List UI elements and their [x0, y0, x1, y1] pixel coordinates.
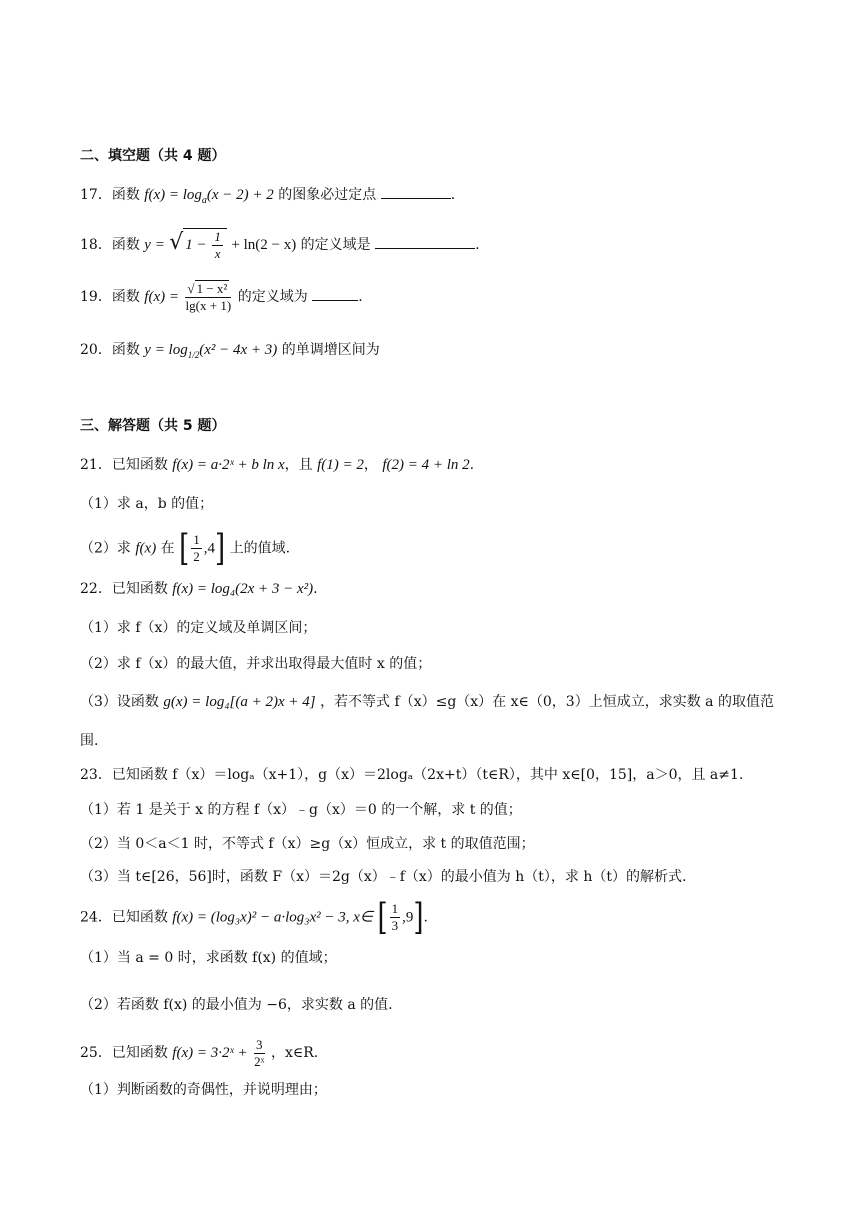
section-heading-fill-in: 二、填空题（共 4 题） [80, 148, 226, 164]
answer-blank[interactable] [312, 286, 358, 301]
q24-part-2: （2）若函数 f(x) 的最小值为 −6，求实数 a 的值. [80, 997, 393, 1013]
q25-part-1: （1）判断函数的奇偶性，并说明理由； [80, 1082, 327, 1098]
q18-radical: 1 − $\frac{1}{x}$ [183, 228, 227, 262]
question-22: 22．已知函数 f(x) = log₄(2x + 3 − x²). [80, 581, 318, 597]
q18-log-term: + ln(2 − x) [231, 237, 297, 253]
question-25: 25．已知函数 f(x) = 3·2ˣ + $\frac{3}{\text{2ˣ}}$ ，x∈R. [80, 1036, 319, 1069]
q21-part-1: （1）求 a，b 的值； [80, 496, 214, 512]
q23-part-1: （1）若 1 是关于 x 的方程 f（x）﹣g（x）＝0 的一个解，求 t 的值； [80, 802, 522, 818]
q20-prefix: 20．函数 [80, 342, 140, 358]
q21-condition-2: f(2) = 4 + ln 2 [382, 457, 470, 473]
question-18: 18．函数 y = √ 1 − $\frac{1}{x}$ + ln(2 − x) 的定义域是 . [80, 229, 480, 262]
q21-condition-1: f(1) = 2 [317, 457, 364, 473]
q22-part-1: （1）求 f（x）的定义域及单调区间； [80, 620, 317, 636]
q23-part-3: （3）当 t∈[26，56]时，函数 F（x）＝2g（x）﹣f（x）的最小值为 h（t），求 h（t）的解析式. [80, 869, 687, 885]
q24-function: f(x) = (log₃x)² − a·log₃x² − 3, x∈ [172, 909, 374, 926]
question-19: 19．函数 f(x) = $\frac{\text{√ 1 − x²}}{\lg(x + 1)}$ 的定义域为 . [80, 281, 363, 313]
answer-blank[interactable] [381, 184, 451, 199]
q23-part-2: （2）当 0＜a＜1 时，不等式 f（x）≥g（x）恒成立，求 t 的取值范围； [80, 836, 535, 852]
q22-part-2: （2）求 f（x）的最大值，并求出取得最大值时 x 的值； [80, 656, 432, 672]
q18-text: 的定义域是 [300, 237, 371, 253]
question-23: 23．已知函数 f（x）＝logₐ（x+1），g（x）＝2logₐ（2x+t）（t∈R），其中 x∈[0，15]，a＞0，且 a≠1. [80, 767, 744, 783]
q19-prefix: 19．函数 [80, 289, 140, 305]
q17-text: 的图象必过定点 [278, 187, 377, 203]
q17-expression: $f(x) = \log_a(x - 2) + 2$ [144, 187, 274, 206]
q20-expression: $y = \log_{1/2}(x^2 - 4x + 3)$ [144, 342, 278, 360]
question-21: 21．已知函数 f(x) = a·2ˣ + b ln x，且 f(1) = 2， f(2) = 4 + ln 2. [80, 457, 475, 473]
q19-text: 的定义域为 [237, 289, 308, 305]
q21-part-2: （2）求 f(x) 在 [ $\frac{1}{2}$ ,4] 上的值域. [80, 527, 291, 570]
q22-part-3: （3）设函数 g(x) = log₄[(a + 2)x + 4] ，若不等式 f（x）≤g（x）在 x∈（0，3）上恒成立，求实数 a 的取值范 [80, 694, 774, 710]
q17-prefix: 17．函数 [80, 187, 140, 203]
section-heading-solve: 三、解答题（共 5 题） [80, 418, 226, 434]
question-20 [80, 340, 380, 365]
answer-blank[interactable] [375, 234, 475, 249]
q22-function: f(x) = log₄(2x + 3 − x²) [172, 581, 314, 597]
q20-text: 的单调增区间为 [281, 342, 380, 358]
q24-part-1: （1）当 a = 0 时，求函数 f(x) 的值域； [80, 950, 337, 966]
q22-part-3-cont: 围. [80, 733, 99, 749]
question-17: 17．函数 $f(x) = \log_a(x - 2) + 2$ 的图象必过定点 . [80, 184, 455, 211]
q21-function: f(x) = a·2ˣ + b ln x [172, 457, 285, 473]
q19-fraction: $\frac{\text{√ 1 − x²}}{\lg(x + 1)}$ [185, 281, 232, 313]
q18-prefix: 18．函数 [80, 237, 140, 253]
question-24: 24．已知函数 f(x) = (log₃x)² − a·log₃x² − 3, x∈ [ $\frac{1}{3}$ ,9]. [80, 896, 428, 939]
